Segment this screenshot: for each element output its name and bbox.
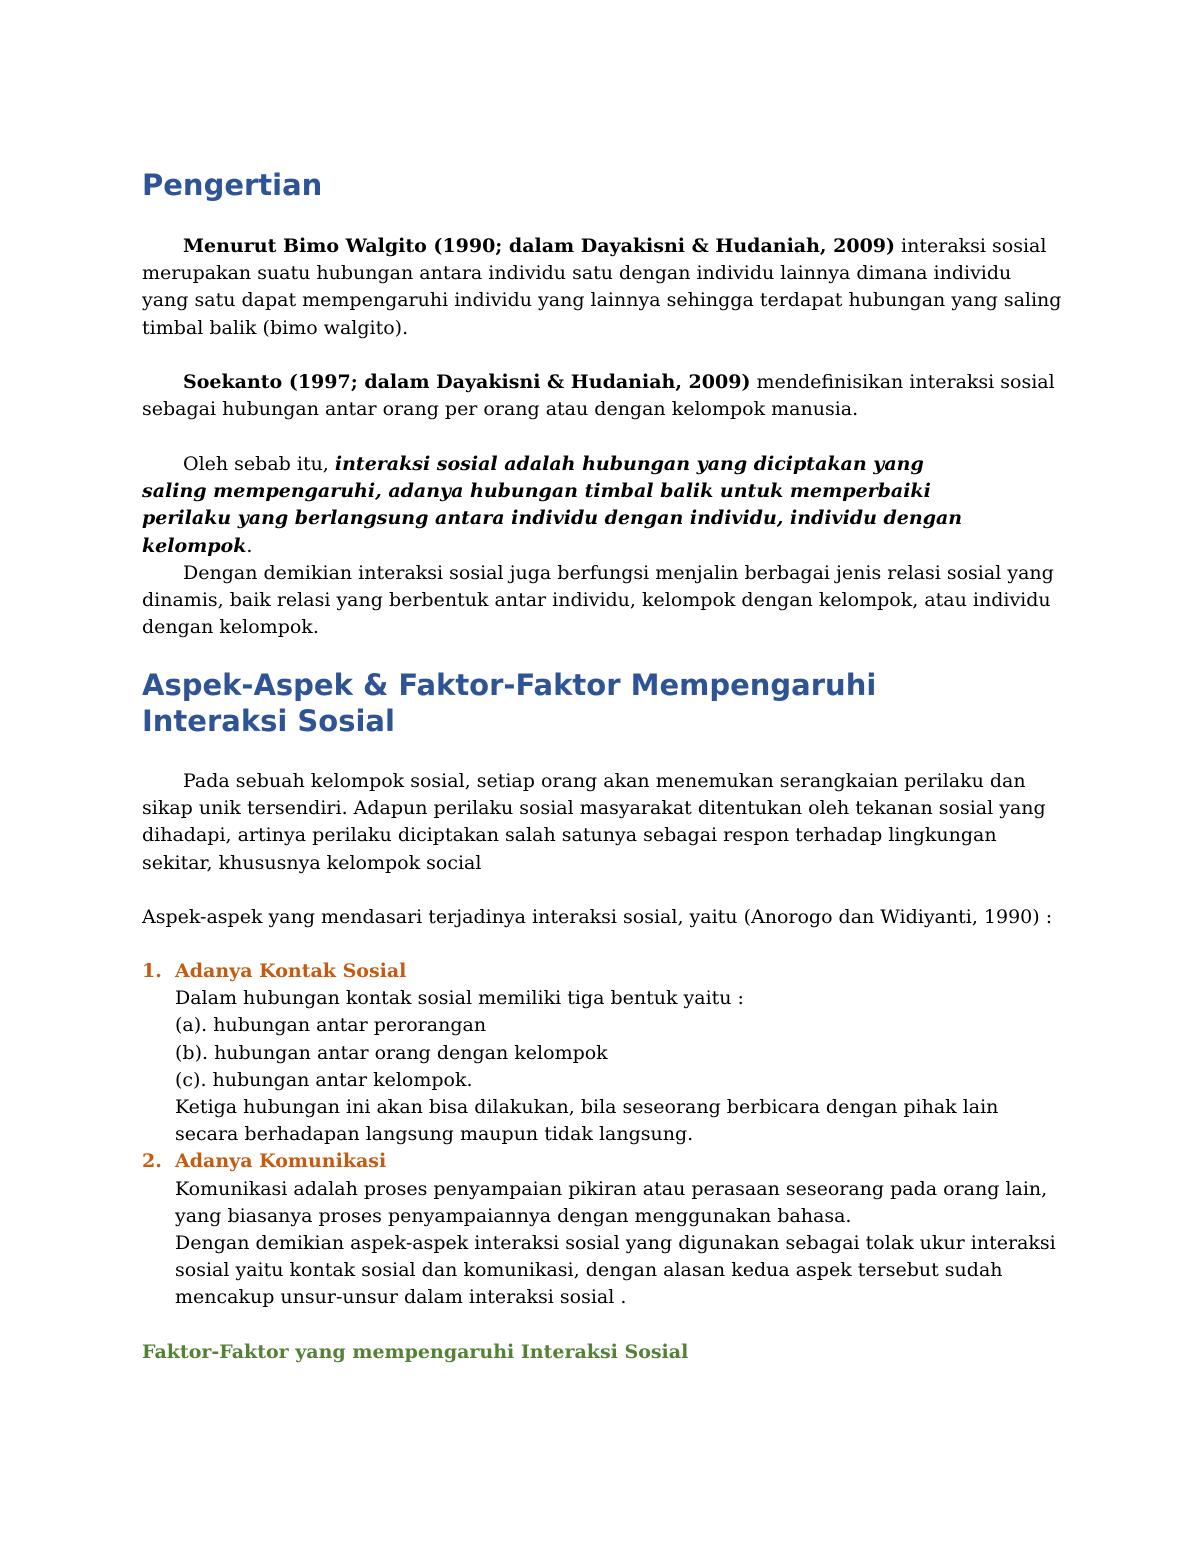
heading-aspek-faktor [142,667,1062,739]
list-number: 1. [142,960,162,982]
list-line: Komunikasi adalah proses penyampaian pikiran atau perasaan seseorang pada orang lain, yang biasanya proses penyampaiannya dengan menggunakan bahasa. [175,1177,1048,1227]
list-line: Dalam hubungan kontak sosial memiliki tiga bentuk yaitu : [175,987,744,1010]
aspect-list [142,958,1062,1312]
paragraph-lead: Oleh sebab itu, [183,453,335,475]
citation-bimo-walgito: Menurut Bimo Walgito (1990; dalam Dayakisni & Hudaniah, 2009) [183,235,896,257]
list-line: (b). hubungan antar orang dengan kelompok [175,1041,608,1064]
paragraph-dengan-demikian: Dengan demikian interaksi sosial juga berfungsi menjalin berbagai jenis relasi sosial yang dinamis, baik relasi yang berbentuk antar individu, kelompok dengan kelompok, atau individu dengan kelompok. [142,562,1054,639]
paragraph-soekanto [142,369,1062,423]
heading-line-1: Aspek-Aspek & Faktor-Faktor Mempengaruhi [142,668,877,702]
list-line: Dengan demikian aspek-aspek interaksi sosial yang digunakan sebagai tolak ukur interaksi sosial yaitu kontak sosial dan komunikasi, dengan alasan kedua aspek tersebut sudah mencakup unsur-unsur dalam interaksi sosial . [175,1232,1056,1309]
paragraph-aspek-intro: Aspek-aspek yang mendasari terjadinya interaksi sosial, yaitu (Anorogo dan Widiyanti, 1990) : [142,906,1053,928]
paragraph-bimo-walgito [142,233,1062,342]
heading-pengertian: Pengertian [142,168,323,202]
subheading-faktor: Faktor-Faktor yang mempengaruhi Interaksi Sosial [142,1341,689,1363]
paragraph-end: . [246,534,253,557]
heading-line-2: Interaksi Sosial [142,704,395,738]
list-line: (a). hubungan antar perorangan [175,1014,487,1037]
emphasis-definition: interaksi sosial adalah hubungan yang diciptakan yang saling mempengaruhi, adanya hubungan timbal balik untuk memperbaiki perilaku yang berlangsung antara individu dengan individu, individu dengan kelompok [142,453,963,557]
list-title: Adanya Kontak Sosial [175,960,407,982]
list-item-kontak-sosial [142,958,1062,1148]
paragraph-text: mendefinisikan interaksi sosial sebagai hubungan antar orang per orang atau dengan kelompok manusia. [142,371,1055,421]
list-item-komunikasi [142,1148,1062,1311]
citation-soekanto: Soekanto (1997; dalam Dayakisni & Hudaniah, 2009) [183,371,751,393]
list-line: Ketiga hubungan ini akan bisa dilakukan, bila seseorang berbicara dengan pihak lain secara berhadapan langsung maupun tidak langsung. [175,1096,999,1146]
list-line: (c). hubungan antar kelompok. [175,1068,473,1091]
list-number: 2. [142,1150,162,1173]
paragraph-text: interaksi sosial merupakan suatu hubungan antara individu satu dengan individu lainnya dimana individu yang satu dapat mempengaruhi individu yang lainnya sehingga terdapat hubungan yang saling timbal balik (bimo walgito). [142,235,1062,339]
paragraph-kelompok-sosial: Pada sebuah kelompok sosial, setiap orang akan menemukan serangkaian perilaku dan sikap unik tersendiri. Adapun perilaku sosial masyarakat ditentukan oleh tekanan sosial yang dihadapi, artinya perilaku diciptakan salah satunya sebagai respon terhadap lingkungan sekitar, khususnya kelompok social [142,770,1046,874]
paragraph-oleh-sebab-itu [142,451,972,560]
list-title: Adanya Komunikasi [175,1150,387,1173]
